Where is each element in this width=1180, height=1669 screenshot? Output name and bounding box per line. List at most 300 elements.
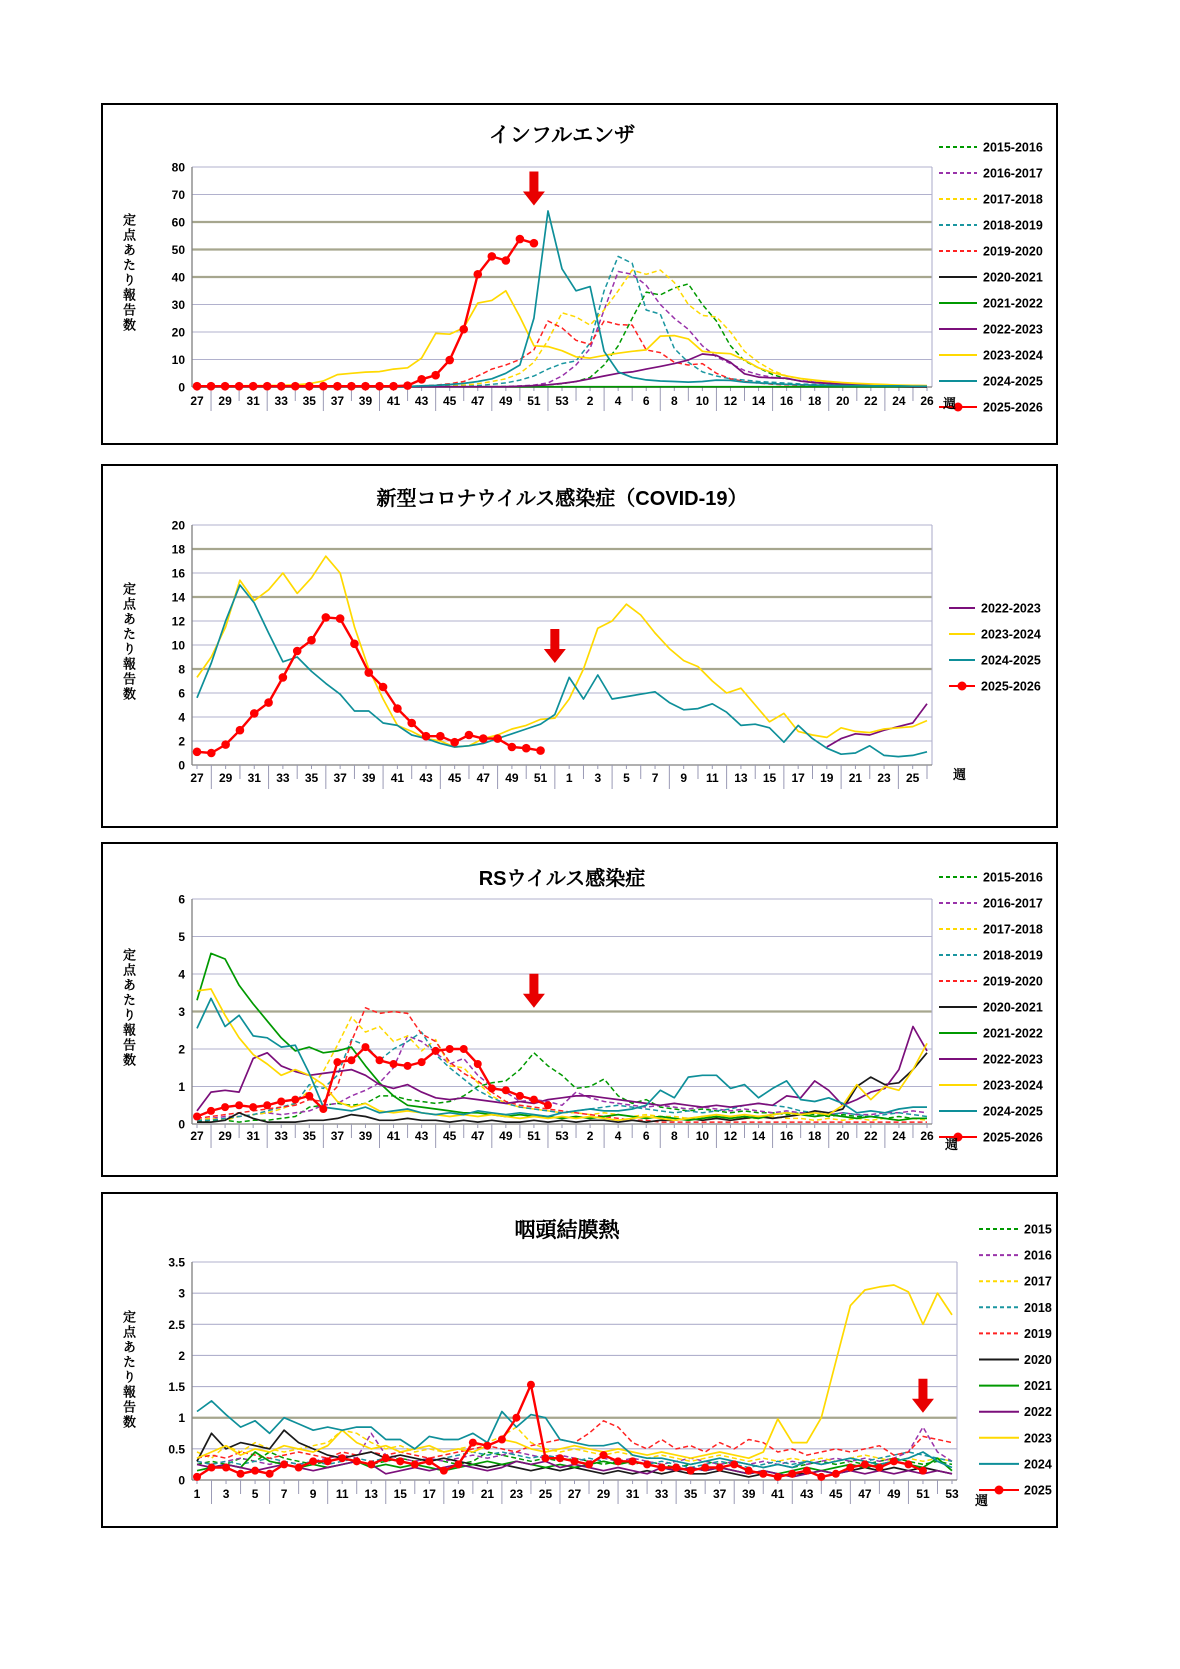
x-tick-label: 33 (274, 394, 288, 408)
series-marker-2025 (512, 1414, 520, 1422)
series-marker-2025-2026 (319, 1105, 327, 1113)
x-tick-label: 41 (386, 1129, 401, 1143)
y-tick-label: 2 (178, 1348, 185, 1363)
series-marker-2025 (266, 1470, 274, 1478)
legend-label: 2016 (1024, 1248, 1052, 1263)
x-axis-label: 週 (943, 396, 957, 411)
series-marker-2025-2026 (221, 382, 230, 391)
x-tick-label: 53 (555, 394, 569, 408)
x-tick-label: 35 (304, 771, 319, 785)
series-marker-2025 (251, 1467, 259, 1475)
legend-label: 2022-2023 (981, 601, 1041, 616)
series-marker-2025 (193, 1473, 201, 1481)
series-marker-2025-2026 (347, 1056, 355, 1064)
x-tick-label: 2 (586, 1129, 594, 1143)
legend-label: 2017-2018 (983, 192, 1043, 207)
series-marker-2025 (774, 1473, 782, 1481)
y-tick-label: 0 (178, 758, 185, 773)
series-marker-2025 (701, 1464, 709, 1472)
x-tick-label: 7 (280, 1487, 288, 1501)
x-tick-label: 2 (586, 394, 594, 408)
series-marker-2025 (759, 1470, 767, 1478)
y-axis-label: 定点あたり報告数 (121, 1310, 136, 1430)
legend-label: 2019 (1024, 1326, 1052, 1341)
series-marker-2025-2026 (322, 613, 331, 622)
x-tick-label: 9 (309, 1487, 317, 1501)
series-line-2025-2026 (197, 239, 534, 386)
series-marker-2025-2026 (460, 1045, 468, 1053)
x-tick-label: 7 (651, 771, 659, 785)
y-tick-label: 0 (178, 1117, 185, 1132)
legend-label: 2018-2019 (983, 948, 1043, 963)
series-marker-2025-2026 (488, 252, 497, 261)
x-tick-label: 11 (705, 771, 719, 785)
series-marker-2025-2026 (432, 1047, 440, 1055)
y-tick-label: 20 (171, 518, 185, 533)
series-marker-2025 (585, 1460, 593, 1468)
legend-label: 2019-2020 (983, 244, 1043, 259)
series-marker-2025-2026 (446, 1045, 454, 1053)
series-marker-2025-2026 (516, 235, 525, 244)
x-tick-label: 4 (614, 394, 622, 408)
x-tick-label: 26 (920, 1129, 934, 1143)
y-tick-label: 40 (171, 270, 185, 285)
series-marker-2025-2026 (193, 1113, 201, 1121)
y-tick-label: 10 (171, 638, 185, 653)
x-tick-label: 39 (362, 771, 376, 785)
x-tick-label: 17 (422, 1487, 436, 1501)
y-tick-label: 70 (171, 188, 185, 202)
series-marker-2025 (672, 1464, 680, 1472)
legend-label: 2024 (1024, 1457, 1052, 1472)
series-marker-2025-2026 (249, 382, 258, 391)
series-marker-2025 (396, 1457, 404, 1465)
series-line-2019-2020 (197, 321, 927, 387)
pharyngoconjunctival-fever-chart-panel (101, 1192, 1058, 1528)
legend-label: 2021-2022 (983, 296, 1043, 311)
y-tick-label: 3 (178, 1005, 185, 1019)
series-marker-2025 (324, 1457, 332, 1465)
series-marker-2025-2026 (404, 1062, 412, 1070)
legend-label: 2024-2025 (981, 653, 1041, 668)
series-marker-2025-2026 (235, 1101, 243, 1109)
series-marker-2025 (309, 1457, 317, 1465)
series-marker-2025 (904, 1460, 912, 1468)
x-tick-label: 11 (335, 1487, 349, 1501)
y-tick-label: 4 (178, 710, 185, 725)
series-marker-2025-2026 (235, 382, 244, 391)
series-marker-2025-2026 (347, 382, 356, 391)
legend-label: 2023-2024 (983, 348, 1043, 363)
series-marker-2025-2026 (418, 1058, 426, 1066)
series-marker-2025-2026 (403, 381, 412, 390)
legend-marker-2025 (995, 1486, 1004, 1495)
x-tick-label: 29 (218, 771, 233, 785)
x-tick-label: 45 (443, 394, 457, 408)
y-tick-label: 8 (178, 662, 185, 677)
series-marker-2025 (208, 1464, 216, 1472)
series-marker-2025-2026 (250, 709, 259, 718)
y-tick-label: 14 (171, 590, 185, 605)
series-marker-2025 (745, 1467, 753, 1475)
series-marker-2025 (454, 1460, 462, 1468)
series-marker-2025 (483, 1442, 491, 1450)
series-marker-2025-2026 (417, 375, 426, 384)
legend-label: 2015 (1024, 1222, 1052, 1237)
series-marker-2025-2026 (207, 382, 216, 391)
series-marker-2025-2026 (193, 748, 202, 757)
series-marker-2025-2026 (263, 1101, 271, 1109)
x-tick-label: 31 (247, 771, 261, 785)
series-marker-2025-2026 (293, 647, 302, 656)
x-tick-label: 27 (567, 1487, 582, 1501)
series-marker-2025 (280, 1460, 288, 1468)
y-axis-label: 定点あたり報告数 (121, 582, 136, 702)
x-tick-label: 35 (302, 394, 316, 408)
x-tick-label: 53 (555, 1129, 569, 1143)
x-tick-label: 43 (414, 1129, 429, 1143)
series-line-2019 (197, 1421, 952, 1458)
y-tick-label: 6 (178, 892, 185, 907)
y-tick-label: 2.5 (168, 1317, 185, 1332)
x-tick-label: 43 (414, 394, 429, 408)
series-line-2016-2017 (197, 272, 927, 387)
x-tick-label: 31 (246, 394, 260, 408)
legend-label: 2025-2026 (983, 400, 1043, 415)
x-tick-label: 19 (820, 771, 834, 785)
x-tick-label: 37 (713, 1487, 727, 1501)
x-tick-label: 39 (742, 1487, 756, 1501)
x-tick-label: 21 (480, 1487, 495, 1501)
series-marker-2025-2026 (207, 1107, 215, 1115)
y-tick-label: 12 (171, 614, 185, 629)
series-marker-2025-2026 (530, 239, 539, 248)
x-tick-label: 37 (330, 394, 345, 408)
x-tick-label: 47 (858, 1487, 872, 1501)
series-marker-2025-2026 (376, 1056, 384, 1064)
x-tick-label: 49 (499, 1129, 513, 1143)
legend-label: 2015-2016 (983, 870, 1043, 885)
series-marker-2025 (498, 1436, 506, 1444)
x-tick-label: 41 (390, 771, 405, 785)
series-marker-2025 (353, 1457, 361, 1465)
legend-label: 2024-2025 (983, 374, 1043, 389)
y-axis-label: 定点あたり報告数 (121, 213, 136, 333)
series-marker-2025 (295, 1464, 303, 1472)
series-marker-2025 (803, 1467, 811, 1475)
legend-label: 2021 (1024, 1379, 1052, 1394)
x-tick-label: 45 (443, 1129, 457, 1143)
x-tick-label: 15 (762, 771, 777, 785)
legend-label: 2016-2017 (983, 896, 1043, 911)
current-week-arrow (912, 1379, 934, 1413)
series-line-2017 (197, 1427, 952, 1461)
series-marker-2025 (875, 1464, 883, 1472)
x-axis-label: 週 (975, 1493, 989, 1508)
series-marker-2025 (730, 1460, 738, 1468)
x-tick-label: 26 (920, 394, 934, 408)
series-marker-2025-2026 (516, 1092, 524, 1100)
series-marker-2025-2026 (493, 734, 502, 743)
x-tick-label: 1 (193, 1487, 201, 1501)
x-tick-label: 20 (836, 1129, 850, 1143)
x-axis-label: 週 (953, 767, 967, 782)
x-tick-label: 47 (471, 1129, 485, 1143)
series-marker-2025-2026 (474, 1060, 482, 1068)
series-marker-2025 (338, 1454, 346, 1462)
series-marker-2025-2026 (522, 744, 531, 753)
y-tick-label: 1.5 (168, 1380, 185, 1395)
series-marker-2025 (469, 1439, 477, 1447)
rs-virus-chart-canvas (103, 844, 1056, 1175)
x-tick-label: 29 (218, 394, 232, 408)
legend-label: 2016-2017 (983, 166, 1043, 181)
series-marker-2025 (527, 1381, 535, 1389)
x-tick-label: 22 (864, 394, 878, 408)
series-marker-2025 (629, 1457, 637, 1465)
x-tick-label: 35 (302, 1129, 316, 1143)
y-tick-label: 5 (178, 930, 185, 944)
y-tick-label: 1 (178, 1411, 185, 1426)
legend-label: 2022 (1024, 1405, 1052, 1420)
x-tick-label: 16 (779, 1129, 794, 1143)
x-tick-label: 20 (836, 394, 850, 408)
x-tick-label: 23 (509, 1487, 524, 1501)
x-tick-label: 25 (538, 1487, 553, 1501)
series-marker-2025-2026 (465, 731, 474, 740)
series-line-2024-2025 (197, 998, 927, 1116)
x-tick-label: 51 (527, 394, 541, 408)
legend-label: 2017-2018 (983, 922, 1043, 937)
series-marker-2025 (440, 1467, 448, 1475)
series-marker-2025-2026 (221, 740, 230, 749)
series-marker-2025-2026 (305, 1092, 313, 1100)
x-tick-label: 43 (800, 1487, 814, 1501)
series-marker-2025 (237, 1470, 245, 1478)
series-marker-2025-2026 (389, 382, 398, 391)
x-tick-label: 29 (218, 1129, 232, 1143)
legend-label: 2020 (1024, 1353, 1052, 1367)
x-tick-label: 27 (190, 1129, 204, 1143)
series-marker-2025-2026 (361, 1043, 369, 1051)
x-tick-label: 18 (808, 394, 822, 408)
x-tick-label: 41 (386, 394, 401, 408)
x-tick-label: 39 (358, 394, 373, 408)
x-tick-label: 37 (333, 771, 347, 785)
series-marker-2025 (687, 1467, 695, 1475)
y-tick-label: 3 (178, 1286, 185, 1301)
y-tick-label: 0.5 (168, 1442, 185, 1457)
series-marker-2025-2026 (450, 738, 459, 747)
series-marker-2025-2026 (459, 325, 468, 334)
chart-title: 新型コロナウイルス感染症（COVID-19） (376, 488, 748, 510)
series-marker-2025-2026 (361, 382, 370, 391)
series-marker-2025 (716, 1464, 724, 1472)
series-marker-2025-2026 (502, 1086, 510, 1094)
x-tick-label: 47 (476, 771, 490, 785)
series-marker-2025 (817, 1473, 825, 1481)
y-tick-label: 60 (171, 215, 185, 230)
x-tick-label: 51 (916, 1487, 930, 1501)
covid19-chart-panel (101, 464, 1058, 828)
x-tick-label: 3 (594, 771, 602, 785)
x-tick-label: 13 (364, 1487, 378, 1501)
series-marker-2025-2026 (264, 698, 273, 707)
x-tick-label: 39 (358, 1129, 373, 1143)
x-tick-label: 41 (771, 1487, 785, 1501)
y-tick-label: 2 (178, 734, 185, 749)
series-marker-2025 (643, 1460, 651, 1468)
x-tick-label: 21 (848, 771, 863, 785)
series-marker-2025-2026 (279, 673, 288, 682)
legend-label: 2019-2020 (983, 974, 1043, 989)
series-marker-2025-2026 (291, 1096, 299, 1104)
x-tick-label: 51 (527, 1129, 541, 1143)
x-tick-label: 13 (734, 771, 748, 785)
series-marker-2025 (382, 1454, 390, 1462)
legend-label: 2020-2021 (983, 270, 1043, 285)
series-marker-2025-2026 (390, 1060, 398, 1068)
series-marker-2025-2026 (277, 1098, 285, 1106)
series-marker-2025 (890, 1457, 898, 1465)
x-tick-label: 14 (751, 1129, 766, 1143)
series-marker-2025 (788, 1470, 796, 1478)
y-tick-label: 20 (171, 325, 185, 340)
x-tick-label: 19 (451, 1487, 466, 1501)
x-tick-label: 4 (614, 1129, 622, 1143)
y-axis-label: 定点あたり報告数 (121, 948, 136, 1068)
x-tick-label: 25 (906, 771, 920, 785)
x-tick-label: 45 (447, 771, 462, 785)
x-tick-label: 5 (623, 771, 630, 785)
x-tick-label: 53 (945, 1487, 959, 1501)
series-line-2023 (197, 1285, 952, 1458)
series-marker-2025-2026 (193, 382, 202, 391)
x-tick-label: 27 (190, 394, 204, 408)
y-tick-label: 6 (178, 686, 185, 701)
series-marker-2025-2026 (544, 1101, 552, 1109)
series-marker-2025-2026 (291, 382, 300, 391)
series-marker-2025-2026 (307, 636, 316, 645)
series-marker-2025-2026 (207, 749, 216, 758)
series-marker-2025 (541, 1454, 549, 1462)
x-tick-label: 49 (499, 394, 513, 408)
x-tick-label: 8 (670, 394, 678, 408)
series-marker-2025 (919, 1467, 927, 1475)
y-tick-label: 4 (178, 967, 185, 982)
x-tick-label: 49 (887, 1487, 901, 1501)
series-marker-2025-2026 (305, 382, 314, 391)
series-marker-2025-2026 (422, 732, 431, 741)
series-marker-2025-2026 (536, 746, 545, 755)
legend-label: 2024-2025 (983, 1104, 1043, 1119)
series-marker-2025 (846, 1464, 854, 1472)
series-marker-2025-2026 (488, 1084, 496, 1092)
chart-title: RSウイルス感染症 (478, 868, 646, 890)
series-marker-2025-2026 (393, 704, 402, 713)
series-marker-2025-2026 (364, 668, 373, 677)
series-marker-2025-2026 (249, 1103, 257, 1111)
series-marker-2025-2026 (407, 719, 416, 728)
series-marker-2025-2026 (263, 382, 272, 391)
series-marker-2025-2026 (333, 1058, 341, 1066)
series-marker-2025 (556, 1454, 564, 1462)
legend-label: 2025 (1024, 1483, 1052, 1498)
x-tick-label: 14 (751, 394, 766, 408)
x-tick-label: 37 (330, 1129, 345, 1143)
series-marker-2025-2026 (379, 683, 388, 692)
x-tick-label: 22 (864, 1129, 878, 1143)
x-tick-label: 5 (251, 1487, 259, 1501)
legend-label: 2022-2023 (983, 1052, 1043, 1067)
series-marker-2025-2026 (333, 382, 342, 391)
influenza-chart-panel (101, 103, 1058, 445)
series-marker-2025-2026 (431, 371, 440, 380)
series-marker-2025 (861, 1460, 869, 1468)
series-marker-2025-2026 (319, 382, 328, 391)
x-tick-label: 10 (695, 1129, 710, 1143)
series-marker-2025-2026 (508, 743, 517, 752)
series-marker-2025-2026 (277, 382, 286, 391)
series-line-2024-2025 (197, 211, 927, 387)
legend-label: 2018-2019 (983, 218, 1043, 233)
y-tick-label: 1 (178, 1080, 185, 1094)
x-tick-label: 33 (276, 771, 290, 785)
series-marker-2025 (832, 1470, 840, 1478)
y-tick-label: 0 (178, 380, 185, 395)
series-marker-2025-2026 (236, 726, 245, 735)
chart-title: 咽頭結膜熱 (514, 1219, 620, 1242)
y-tick-label: 0 (178, 1473, 185, 1488)
series-line-2024-2025 (197, 585, 927, 757)
x-tick-label: 33 (274, 1129, 288, 1143)
rs-virus-chart-panel (101, 842, 1058, 1177)
x-tick-label: 9 (680, 771, 688, 785)
series-line-2020-2021 (197, 1053, 927, 1122)
series-marker-2025 (571, 1457, 579, 1465)
x-tick-label: 51 (533, 771, 548, 785)
y-tick-label: 3.5 (168, 1255, 185, 1270)
y-tick-label: 18 (171, 542, 185, 557)
series-marker-2025 (658, 1464, 666, 1472)
x-tick-label: 33 (654, 1487, 669, 1501)
series-marker-2025 (425, 1457, 433, 1465)
series-marker-2025 (614, 1457, 622, 1465)
series-marker-2025-2026 (530, 1096, 538, 1104)
series-marker-2025-2026 (473, 270, 482, 279)
y-tick-label: 2 (178, 1042, 185, 1057)
current-week-arrow (523, 172, 545, 206)
legend-label: 2023-2024 (983, 1078, 1043, 1093)
x-tick-label: 12 (723, 1129, 738, 1143)
x-tick-label: 8 (670, 1129, 678, 1143)
y-tick-label: 30 (171, 298, 185, 312)
covid19-chart-canvas (103, 466, 1056, 826)
legend-label: 2020-2021 (983, 1000, 1043, 1015)
x-tick-label: 43 (419, 771, 433, 785)
legend-marker-2025-2026 (958, 682, 967, 691)
legend-label: 2023-2024 (981, 627, 1041, 642)
series-line-2025-2026 (197, 617, 541, 753)
series-marker-2025-2026 (221, 1103, 229, 1111)
series-line-2015-2016 (197, 284, 927, 387)
x-tick-label: 23 (877, 771, 891, 785)
series-line-2023-2024 (197, 291, 927, 386)
x-tick-label: 3 (222, 1487, 230, 1501)
legend-label: 2023 (1024, 1431, 1052, 1446)
x-tick-label: 31 (246, 1129, 260, 1143)
x-tick-label: 12 (723, 394, 738, 408)
